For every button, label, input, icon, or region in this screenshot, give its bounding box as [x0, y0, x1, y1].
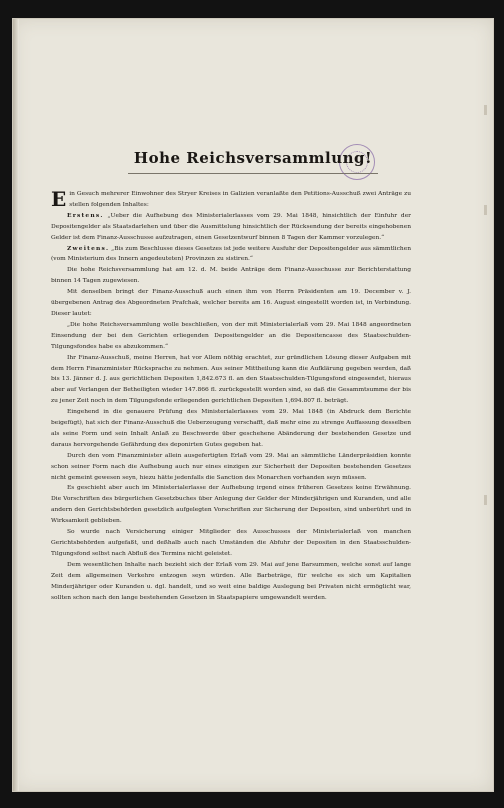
paragraph: So wurde nach Versicherung einiger Mitglieder des Ausschusses der Ministerialerlaß von manchen Gerichtsbehörden aufgefaßt, und deßhalb auch nach Umständen die Abfuhr der Depositen in den Staatsschulden-Tilgungsfond selbst nach Abfluß des Termins nicht geleistet. — [51, 529, 411, 557]
paragraph-text: „Ueber die Aufhebung des Ministerialerlasses vom 29. Mai 1848, hinsichtlich der Einfuhr der Depositengelder als Staatsdarlehen und über die Ausmittelung hinsichtlich der Rücksendung der bereits eingehobenen Gelder ist dem Finanz-Ausschusse aufzutragen, einen Gesetzentwurf binnen 8 Tagen der Kammer vorzulegen.“ — [51, 212, 411, 241]
paragraph: Die hohe Reichsversammlung hat am 12. d. M. beide Anträge dem Finanz-Ausschusse zur Berichterstattung binnen 14 Tagen zugewiesen. — [51, 267, 411, 285]
paragraph: Dem wesentlichen Inhalte nach bezieht sich der Erlaß vom 29. Mai auf jene Barsummen, welche sonst auf lange Zeit dem allgemeinen Verkehre entzogen seyn würden. Alle Barbeträge, für welche es sich um Kapitalien Minderjähriger oder Kuranden u. dgl. handelt, und so weit eine baldige Auslegung bei Privaten nicht ermöglicht war, sollten schon nach den lange bestehenden Gesetzen in Staatspapiere umgewandelt werden. — [51, 561, 411, 601]
paragraph-text: in Gesuch mehrerer Einwohner des Stryer Kreises in Galizien veranlaßte den Petitions-Ausschuß zwei Anträge zu stellen folgenden Inhaltes: — [69, 191, 411, 208]
paragraph: Durch den vom Finanzminister allein ausgefertigten Erlaß vom 29. Mai an sämmtliche Länderpräsidien konnte schon seiner Form nach die Aufhebung auch nur eines einzigen zur Sicherheit der Depositen bestehenden Gesetzes nicht gemeint gewesen seyn, hiezu hätte jedenfalls die Sanction des Monarchen vorhanden seyn müssen. — [51, 452, 411, 481]
paragraph: Mit denselben bringt der Finanz-Ausschuß auch einen ihm von Herrn Präsidenten am 19. December v. J. übergebenen Antrag des Abgeordneten Prafchak, welcher bereits am 16. August eingestellt worden ist, in Verbindung. Dieser lautet: — [51, 289, 411, 317]
paragraph — [51, 189, 411, 211]
page-edge-shadow — [13, 19, 19, 791]
document-body — [51, 189, 411, 603]
paragraph: Es geschieht aber auch im Ministerialerlasse der Aufhebung irgend eines früheren Gesetzes keine Erwähnung. Die Vorschriften des bürgerlichen Gesetzbuches über Anlegung der Gelder der Minderjährigen und Kuranden, und alle andern den Gerichtsbehörden gesetzlich aufgelegten Vorschriften zur Sicherung der Depositen, sind unberührt und in Wirksamkeit geblieben. — [51, 485, 411, 525]
margin-marker — [484, 105, 487, 115]
margin-marker — [484, 495, 487, 505]
paragraph-text: „Bis zum Beschlusse dieses Gesetzes ist jede weitere Ausfuhr der Depositengelder aus sämmtlichen (vom Ministerium des Innern angedeuteten) Provinzen zu sistiren.“ — [51, 245, 411, 263]
margin-marker — [484, 205, 487, 215]
paragraph — [51, 244, 411, 266]
paragraph: Eingehend in die genauere Prüfung des Ministerialerlasses vom 29. Mai 1848 (in Abdruck dem Berichte beigefügt), hat sich der Finanz-Ausschuß die Ueberzeugung verschafft, daß mehr eine zu strenge Auffassung desselben als seine Form und sein Inhalt Anlaß zu Beschwerde über geschehene Abänderung der bestehenden Gesetze und daraus hervorgehende Gefährdung des deponirten Gutes gegeben hat. — [51, 409, 411, 448]
paragraph: „Die hohe Reichsversammlung wolle beschließen, von der mit Ministerialerlaß vom 29. Mai 1848 angeordneten Einsendung der bei den Gerichten erliegenden Depositengelder an die Depositencasse des Staatsschulden-Tilgungsfondes habe es abzukommen.“ — [51, 321, 411, 350]
paragraph — [51, 211, 411, 244]
paragraph-lead: Zweitens. — [67, 244, 110, 252]
title-divider — [128, 173, 378, 174]
drop-cap: E — [51, 187, 67, 211]
document-page — [12, 18, 494, 792]
document-title: Hohe Reichsversammlung! — [133, 149, 373, 167]
paragraph: Ihr Finanz-Ausschuß, meine Herren, hat vor Allem nöthig erachtet, zur gründlichen Lösung dieser Aufgaben mit dem Herrn Finanzminister Rücksprache zu nehmen. Aus seiner Mittheilung kann die Aufklärung gegeben werden, daß bis 13. Jänner d. J. aus gerichtlichen Depositen 1,842.673 fl. an den Staatsschulden-Tilgungsfond eingesendet, hieraus aber auf Verlangen der Betheiligten wieder 147.866 fl. zurückgestellt worden sind, so daß die Gesammtsumme der bis zu jener Zeit noch in dem Tilgungsfonde erliegenden gerichtlichen Depositen 1,694.807 fl. beträgt. — [51, 354, 411, 405]
paragraph-lead: Erstens. — [67, 211, 104, 219]
